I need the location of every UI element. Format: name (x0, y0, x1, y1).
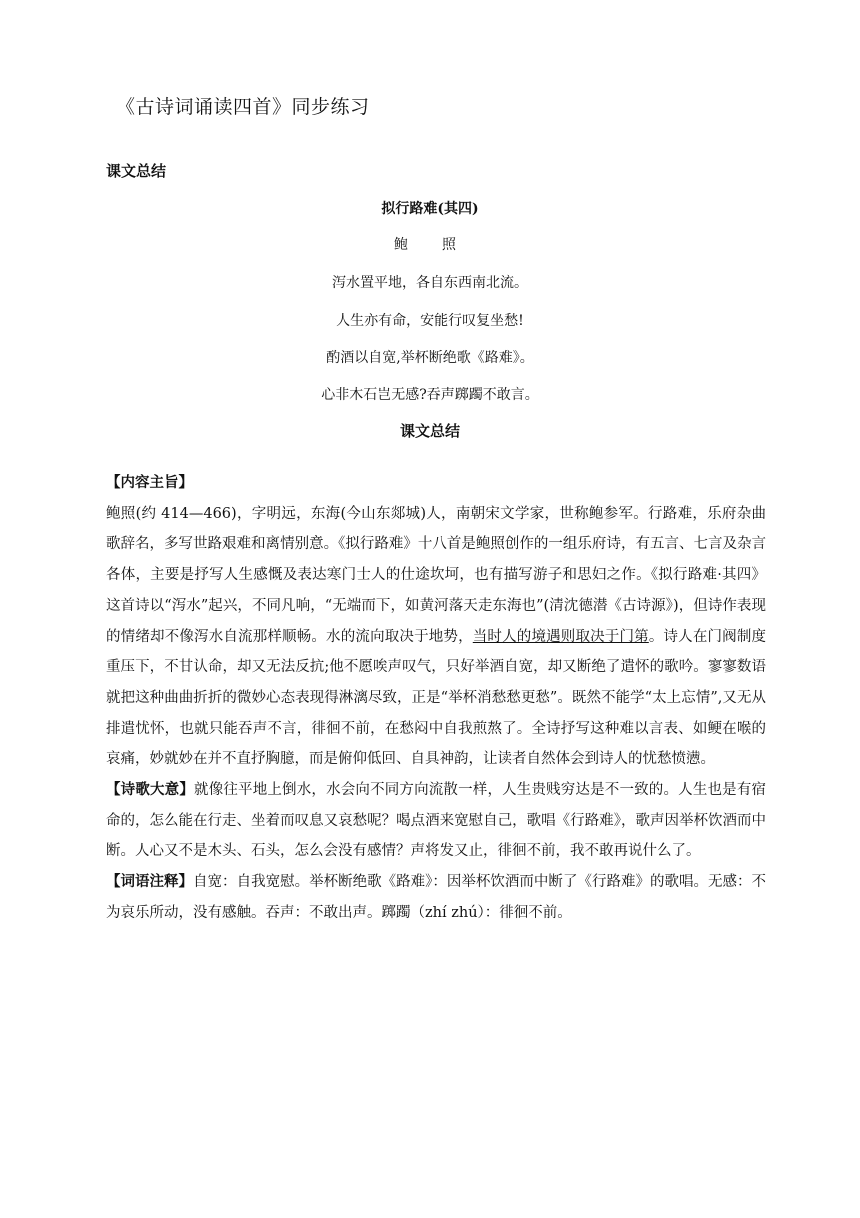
notes-text: 自宽：自我宽慰。举杯断绝歌《路难》：因举杯饮酒而中断了《行路难》的歌唱。无感：不为哀乐所动，没有感触。吞声：不敢出声。踯躅（zhí zhú）：徘徊不前。 (106, 874, 767, 921)
section-heading-summary: 课文总结 (106, 162, 167, 180)
content-tag: 【内容主旨】 (106, 475, 193, 491)
poem-author: 鲍 照 (394, 237, 466, 253)
meaning-text: 就像往平地上倒水，水会向不同方向流散一样，人生贵贱穷达是不一致的。人生也是有宿命的，怎么能在行走、坐着而叹息又哀愁呢？喝点酒来宽慰自己，歌唱《行路难》，歌声因举杯饮酒而中断。人心又不是木头、石头，怎么会没有感情？声将发又止，徘徊不前，我不敢再说什么了。 (106, 782, 767, 860)
poem-line: 心非木石岂无感?吞声踯躅不敢言。 (321, 387, 539, 403)
poem-line: 人生亦有命，安能行叹复坐愁! (336, 313, 524, 329)
meaning-tag: 【诗歌大意】 (106, 782, 195, 799)
poem-title: 拟行路难(其四) (381, 201, 479, 217)
document-title: 《古诗词诵读四首》同步练习 (116, 96, 370, 118)
meaning-paragraph (106, 775, 766, 867)
content-paragraph (106, 499, 766, 775)
poem-line: 酌酒以自宽,举杯断绝歌《路难》。 (326, 350, 534, 366)
section-heading-summary-2: 课文总结 (399, 422, 460, 440)
notes-paragraph (106, 867, 766, 928)
notes-tag: 【词语注释】 (106, 874, 194, 891)
poem-line: 泻水置平地，各自东西南北流。 (332, 275, 528, 291)
content-text-a: 鲍照(约 414—466)，字明远，东海(今山东郯城)人，南朝宋文学家，世称鲍参军。行路难，乐府杂曲歌辞名，多写世路艰难和离情别意。《拟行路难》十八首是鲍照创作的一组乐府诗，有五言、七言及杂言各体，主要是抒写人生感慨及表达寒门士人的仕途坎坷，也有描写游子和思妇之作。《拟行路难·其四》这首诗以“泻水”起兴，不同凡响，“无端而下，如黄河落天走东海也”(清沈德潜《古诗源》)，但诗作表现的情绪却不像泻水自流那样顺畅。水的流向取决于地势， (106, 505, 766, 645)
article-body (106, 468, 766, 929)
underlined-phrase: 当时人的境遇则取决于门第 (472, 628, 649, 645)
content-text-b: 。诗人在门阀制度重压下，不甘认命，却又无法反抗;他不愿唉声叹气，只好举酒自宽，却又断绝了遣怀的歌吟。寥寥数语就把这种曲曲折折的微妙心态表现得淋漓尽致，正是“举杯消愁愁更愁”。既然不能学“太上忘情”,又无从排遣忧怀，也就只能吞声不言，徘徊不前，在愁闷中自我煎熬了。全诗抒写这种难以言表、如鲠在喉的哀痛，妙就妙在并不直抒胸臆，而是俯仰低回、自具神韵，让读者自然体会到诗人的忧愁愤懑。 (106, 628, 767, 768)
content-tag-paragraph (106, 468, 766, 499)
